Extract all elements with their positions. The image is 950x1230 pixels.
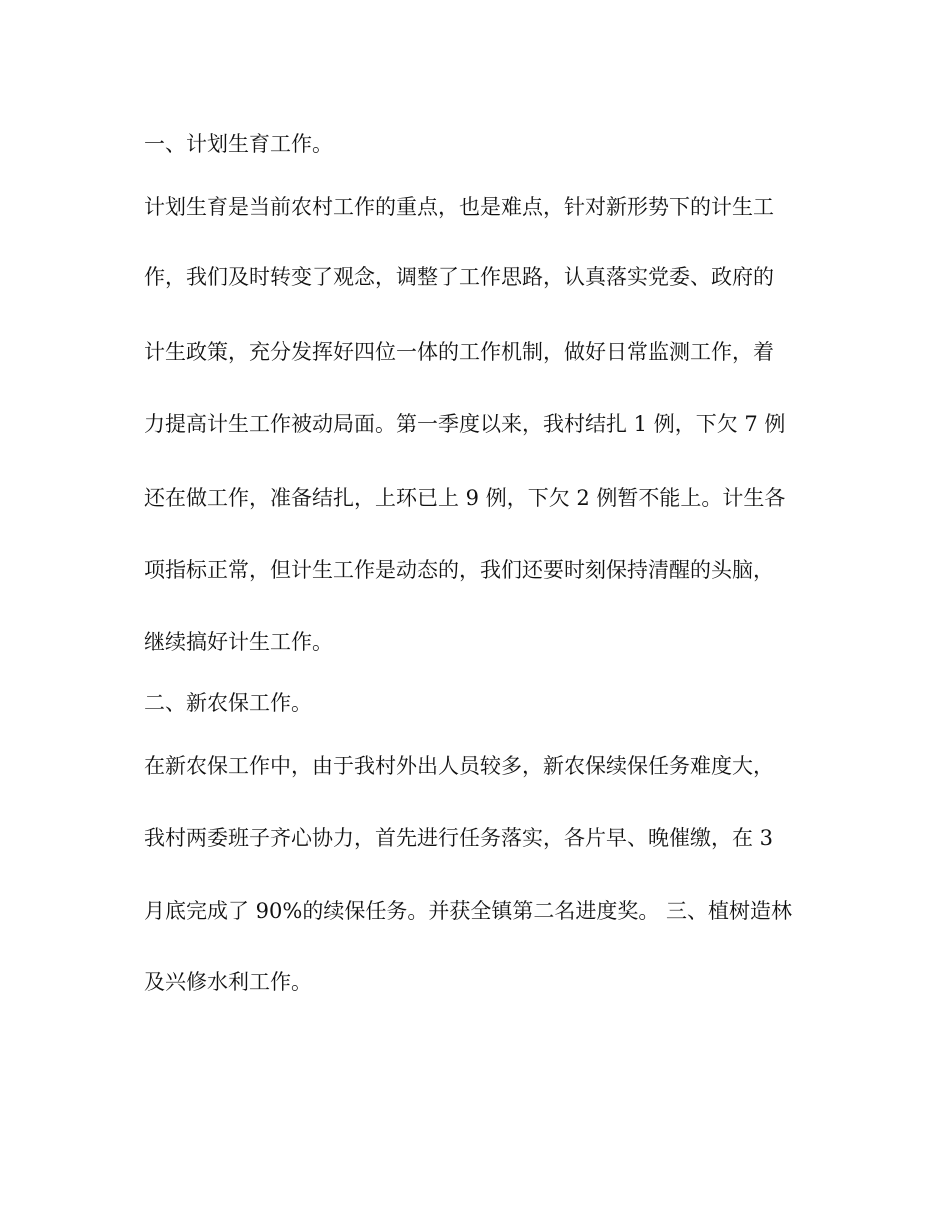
paragraph-line: 在新农保工作中，由于我村外出人员较多，新农保续保任务难度大， bbox=[144, 754, 774, 778]
paragraph-line: 及兴修水利工作。 bbox=[144, 970, 312, 994]
paragraph-line: 还在做工作，准备结扎，上环已上 9 例，下欠 2 例暂不能上。计生各 bbox=[144, 486, 786, 510]
paragraph-line: 作，我们及时转变了观念，调整了工作思路，认真落实党委、政府的 bbox=[144, 265, 774, 289]
section-heading-rural-pension: 二、新农保工作。 bbox=[144, 691, 312, 715]
paragraph-line: 计生政策，充分发挥好四位一体的工作机制，做好日常监测工作，着 bbox=[144, 340, 774, 364]
paragraph-line: 月底完成了 90%的续保任务。并获全镇第二名进度奖。 三、植树造林 bbox=[144, 899, 793, 923]
paragraph-line: 计划生育是当前农村工作的重点，也是难点，针对新形势下的计生工 bbox=[144, 195, 774, 219]
paragraph-line: 继续搞好计生工作。 bbox=[144, 630, 333, 654]
paragraph-line: 力提高计生工作被动局面。第一季度以来，我村结扎 1 例，下欠 7 例 bbox=[144, 412, 786, 436]
section-heading-family-planning: 一、计划生育工作。 bbox=[144, 132, 333, 156]
paragraph-line: 项指标正常，但计生工作是动态的，我们还要时刻保持清醒的头脑， bbox=[144, 558, 774, 582]
paragraph-line: 我村两委班子齐心协力，首先进行任务落实，各片早、晚催缴，在 3 bbox=[144, 826, 774, 850]
